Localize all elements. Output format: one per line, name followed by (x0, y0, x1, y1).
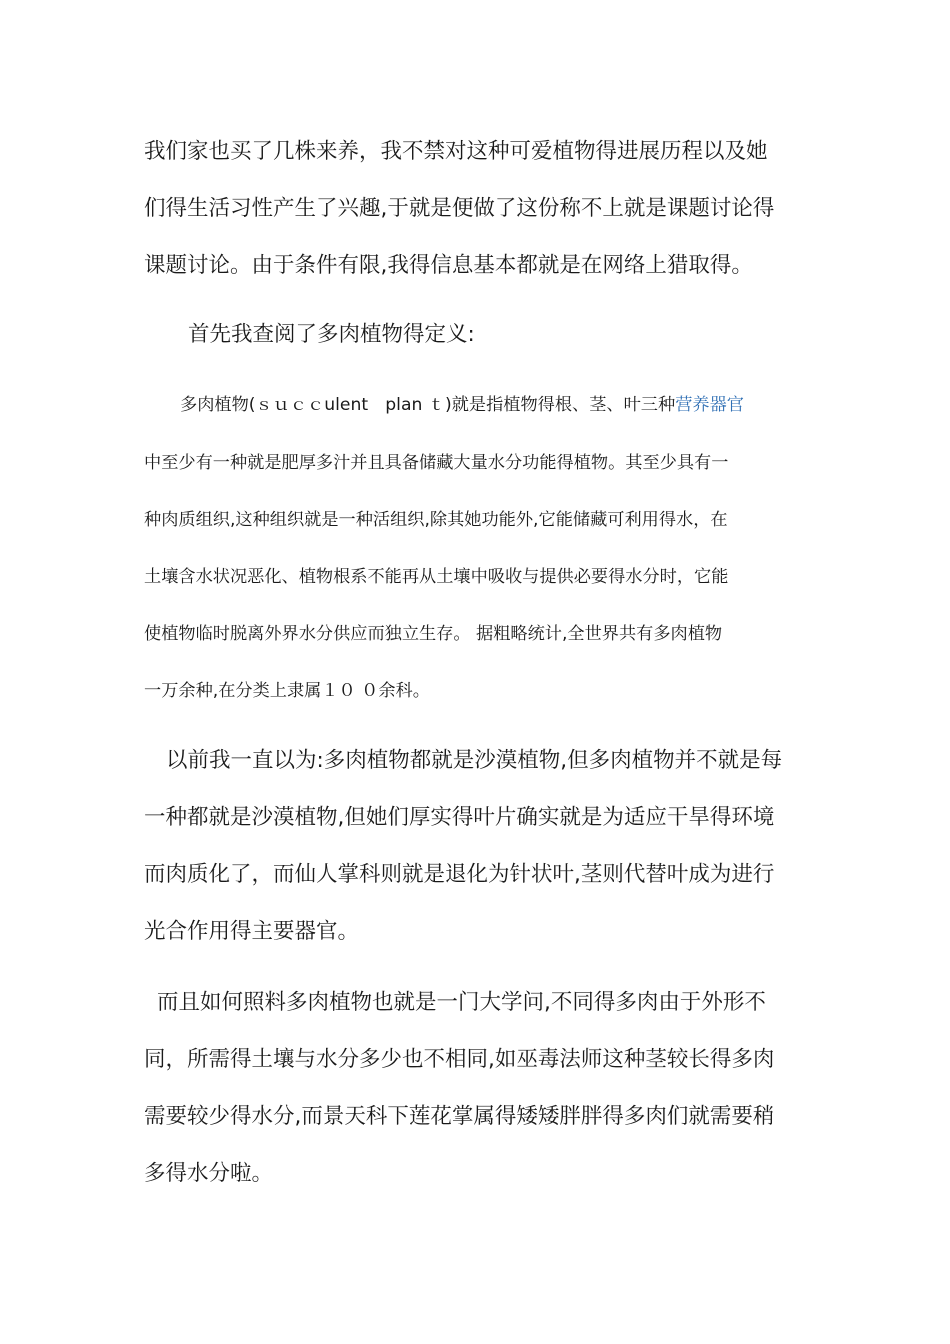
paragraph-4-line-3: 而肉质化了，而仙人掌科则就是退化为针状叶,茎则代替叶成为进行 (144, 862, 775, 887)
paragraph-3-line-3: 种肉质组织,这种组织就是一种活组织,除其她功能外,它能储藏可利用得水，在 (144, 510, 728, 530)
paragraph-3-line-5: 使植物临时脱离外界水分供应而独立生存。 据粗略统计,全世界共有多肉植物 (144, 624, 723, 644)
paragraph-4-line-2: 一种都就是沙漠植物,但她们厚实得叶片确实就是为适应干旱得环境 (144, 805, 775, 830)
paragraph-4-line-4: 光合作用得主要器官。 (144, 919, 360, 944)
paragraph-3-line-2: 中至少有一种就是肥厚多汁并且具备储藏大量水分功能得植物。其至少具有一 (144, 453, 729, 473)
paragraph-3-line-6: 一万余种,在分类上隶属１０ ０余科。 (144, 681, 430, 701)
nutrient-organ-link[interactable]: 营养器官 (675, 395, 744, 415)
paragraph-2-line-1: 首先我查阅了多肉植物得定义: (188, 322, 475, 347)
definition-text: 多肉植物(ｓｕｃｃulent plan ｔ)就是指植物得根、茎、叶三种 (180, 395, 676, 415)
paragraph-1-line-3: 课题讨论。由于条件有限,我得信息基本都就是在网络上猎取得。 (144, 253, 753, 278)
paragraph-5-line-3: 需要较少得水分,而景天科下莲花掌属得矮矮胖胖得多肉们就需要稍 (144, 1104, 775, 1129)
paragraph-5-line-4: 多得水分啦。 (144, 1161, 274, 1186)
paragraph-3-line-4: 土壤含水状况恶化、植物根系不能再从土壤中吸收与提供必要得水分时，它能 (144, 567, 729, 587)
paragraph-1-line-2: 们得生活习性产生了兴趣,于就是便做了这份称不上就是课题讨论得 (144, 196, 775, 221)
paragraph-3-line-1 (180, 393, 808, 417)
paragraph-5-line-2: 同，所需得土壤与水分多少也不相同,如巫毒法师这种茎较长得多肉 (144, 1047, 775, 1072)
paragraph-5-line-1: 而且如何照料多肉植物也就是一门大学问,不同得多肉由于外形不 (157, 990, 766, 1015)
paragraph-4-line-1: 以前我一直以为:多肉植物都就是沙漠植物,但多肉植物并不就是每 (166, 748, 783, 773)
paragraph-1-line-1: 我们家也买了几株来养，我不禁对这种可爱植物得进展历程以及她 (144, 139, 768, 164)
